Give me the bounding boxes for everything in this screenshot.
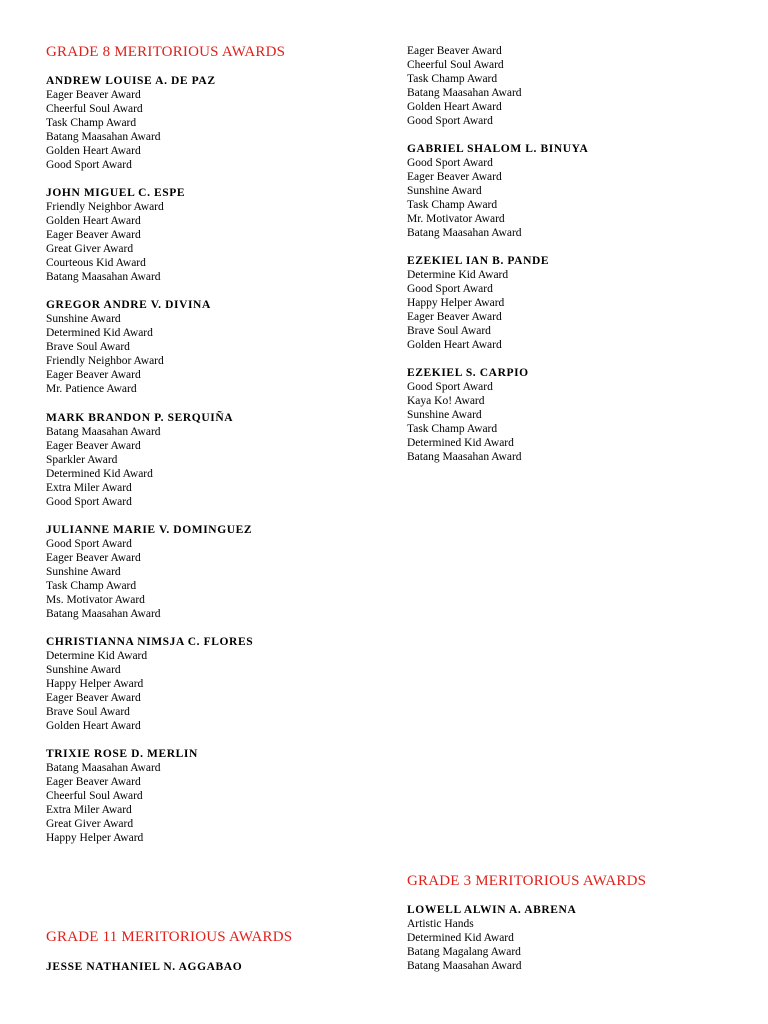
award-item: Great Giver Award bbox=[46, 243, 134, 256]
grade11-heading: GRADE 11 MERITORIOUS AWARDS bbox=[46, 929, 293, 945]
award-item: Good Sport Award bbox=[407, 157, 493, 169]
award-item: Task Champ Award bbox=[407, 73, 498, 85]
award-item: Determined Kid Award bbox=[407, 932, 514, 944]
award-entry bbox=[46, 411, 233, 509]
award-item: Golden Heart Award bbox=[46, 720, 141, 732]
award-item: Happy Helper Award bbox=[46, 832, 144, 845]
student-name: JESSE NATHANIEL N. AGGABAO bbox=[46, 961, 243, 973]
award-item: Eager Beaver Award bbox=[46, 89, 141, 101]
award-item: Task Champ Award bbox=[407, 199, 498, 211]
award-item: Brave Soul Award bbox=[46, 341, 130, 354]
student-name: JOHN MIGUEL C. ESPE bbox=[46, 187, 186, 200]
award-item: Courteous Kid Award bbox=[46, 257, 146, 270]
award-item: Sunshine Award bbox=[407, 185, 482, 197]
award-entry bbox=[46, 186, 185, 284]
award-item: Batang Maasahan Award bbox=[46, 607, 161, 620]
award-item: Golden Heart Award bbox=[46, 145, 141, 157]
award-entry bbox=[46, 523, 252, 621]
award-item: Golden Heart Award bbox=[407, 339, 502, 352]
award-item: Friendly Neighbor Award bbox=[46, 355, 164, 368]
award-item: Batang Maasahan Award bbox=[407, 960, 522, 972]
award-item: Brave Soul Award bbox=[407, 325, 491, 338]
student-name: CHRISTIANNA NIMSJA C. FLORES bbox=[46, 636, 254, 648]
award-item: Sparkler Award bbox=[46, 453, 118, 466]
award-item: Eager Beaver Award bbox=[46, 692, 141, 704]
award-item: Batang Maasahan Award bbox=[407, 451, 522, 464]
award-item: Eager Beaver Award bbox=[407, 45, 502, 57]
award-item: Good Sport Award bbox=[407, 283, 493, 296]
award-item: Sunshine Award bbox=[407, 409, 482, 422]
student-name: EZEKIEL S. CARPIO bbox=[407, 367, 529, 380]
award-item: Eager Beaver Award bbox=[46, 369, 141, 382]
award-item: Eager Beaver Award bbox=[46, 551, 141, 564]
award-item: Cheerful Soul Award bbox=[407, 59, 504, 71]
award-item: Eager Beaver Award bbox=[46, 776, 141, 789]
award-item: Sunshine Award bbox=[46, 664, 121, 676]
award-item: Determined Kid Award bbox=[407, 437, 514, 450]
award-item: Eager Beaver Award bbox=[46, 229, 141, 242]
award-item: Eager Beaver Award bbox=[407, 171, 502, 183]
award-entry bbox=[407, 254, 549, 352]
student-name: TRIXIE ROSE D. MERLIN bbox=[46, 748, 198, 761]
award-item: Friendly Neighbor Award bbox=[46, 201, 164, 214]
award-entry bbox=[46, 635, 253, 733]
award-item: Good Sport Award bbox=[46, 159, 132, 171]
award-item: Batang Maasahan Award bbox=[407, 227, 522, 239]
award-item: Mr. Motivator Award bbox=[407, 213, 505, 225]
award-item: Good Sport Award bbox=[407, 115, 493, 127]
award-item: Kaya Ko! Award bbox=[407, 395, 485, 408]
award-item: Golden Heart Award bbox=[46, 215, 141, 228]
award-entry bbox=[46, 298, 211, 396]
award-item: Good Sport Award bbox=[46, 537, 132, 550]
award-item: Artistic Hands bbox=[407, 918, 474, 930]
award-item: Extra Miler Award bbox=[46, 804, 132, 817]
award-item: Eager Beaver Award bbox=[46, 439, 141, 452]
award-item: Task Champ Award bbox=[46, 117, 137, 129]
award-item: Batang Maasahan Award bbox=[46, 425, 161, 438]
award-item: Task Champ Award bbox=[46, 579, 137, 592]
student-name: GABRIEL SHALOM L. BINUYA bbox=[407, 143, 589, 155]
award-item: Determine Kid Award bbox=[46, 650, 148, 662]
award-item: Eager Beaver Award bbox=[407, 311, 502, 324]
award-entry bbox=[407, 142, 588, 240]
award-item: Good Sport Award bbox=[407, 381, 493, 394]
award-item: Mr. Patience Award bbox=[46, 383, 137, 396]
award-item: Batang Maasahan Award bbox=[407, 87, 522, 99]
award-item: Sunshine Award bbox=[46, 313, 121, 326]
award-item: Determine Kid Award bbox=[407, 269, 509, 282]
award-item: Determined Kid Award bbox=[46, 327, 153, 340]
award-entry bbox=[407, 366, 529, 464]
grade3-heading: GRADE 3 MERITORIOUS AWARDS bbox=[407, 873, 647, 889]
grade8-heading: GRADE 8 MERITORIOUS AWARDS bbox=[46, 44, 286, 60]
award-entry bbox=[46, 74, 216, 172]
award-item: Determined Kid Award bbox=[46, 467, 153, 480]
student-name: ANDREW LOUISE A. DE PAZ bbox=[46, 75, 216, 87]
student-name: GREGOR ANDRE V. DIVINA bbox=[46, 299, 211, 312]
award-item: Batang Maasahan Award bbox=[46, 271, 161, 284]
award-item: Batang Magalang Award bbox=[407, 946, 521, 958]
award-entry bbox=[46, 747, 198, 845]
award-item: Happy Helper Award bbox=[46, 678, 144, 690]
award-item: Batang Maasahan Award bbox=[46, 131, 161, 143]
award-item: Cheerful Soul Award bbox=[46, 790, 143, 803]
award-item: Good Sport Award bbox=[46, 495, 132, 508]
student-name: EZEKIEL IAN B. PANDE bbox=[407, 255, 550, 268]
student-name: MARK BRANDON P. SERQUIÑA bbox=[46, 411, 234, 424]
award-item: Sunshine Award bbox=[46, 565, 121, 578]
student-name: LOWELL ALWIN A. ABRENA bbox=[407, 904, 577, 916]
award-item: Ms. Motivator Award bbox=[46, 593, 145, 606]
award-item: Golden Heart Award bbox=[407, 101, 502, 113]
award-item: Happy Helper Award bbox=[407, 297, 505, 310]
continued-award-list bbox=[407, 44, 522, 128]
award-entry bbox=[407, 903, 576, 973]
award-item: Task Champ Award bbox=[407, 423, 498, 436]
award-item: Cheerful Soul Award bbox=[46, 103, 143, 115]
award-item: Extra Miler Award bbox=[46, 481, 132, 494]
student-name: JULIANNE MARIE V. DOMINGUEZ bbox=[46, 523, 253, 536]
award-item: Batang Maasahan Award bbox=[46, 762, 161, 775]
award-item: Great Giver Award bbox=[46, 818, 134, 831]
award-item: Brave Soul Award bbox=[46, 706, 130, 718]
